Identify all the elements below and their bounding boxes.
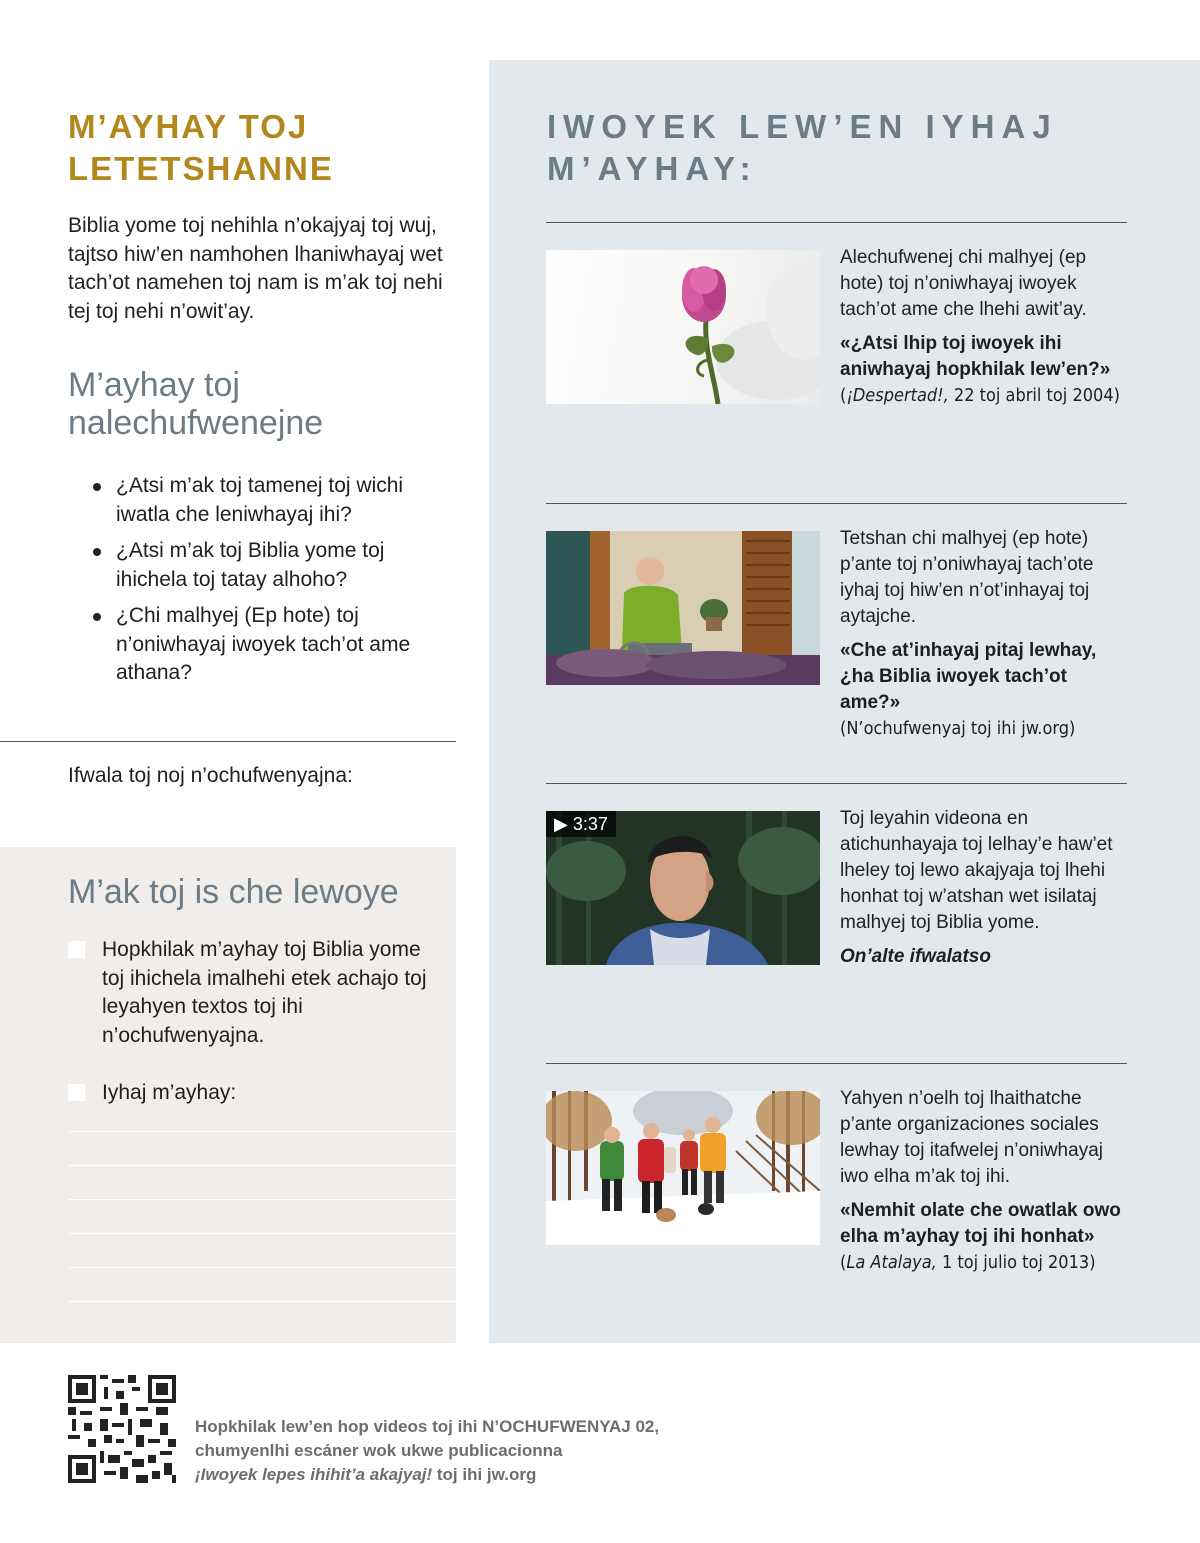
question-item: ¿Chi malhyej (Ep hote) toj n’oniwhayaj iwoyek tach’ot ame athana?: [90, 602, 450, 688]
related-item-text: [840, 245, 1130, 409]
article-title-link[interactable]: «¿Atsi lhip toj iwoyek ihi aniwhayaj hopkhilak lew’en?»: [840, 333, 1111, 380]
video-duration-badge: ▶ 3:37: [546, 811, 616, 837]
article-source: (¡Despertad!, 22 toj abril toj 2004): [840, 385, 1120, 406]
video-man-image[interactable]: [546, 811, 820, 965]
section-heading: M’AYHAY TOJ LETETSHANNE: [68, 108, 334, 187]
related-item-text: [840, 1086, 1130, 1276]
checkbox[interactable]: [68, 941, 85, 958]
checkbox[interactable]: [68, 1084, 85, 1101]
divider: [546, 783, 1127, 784]
qr-code-icon[interactable]: [68, 1375, 176, 1483]
todo-item[interactable]: [68, 1079, 438, 1108]
question-list: [90, 472, 450, 696]
todo-item[interactable]: [68, 936, 438, 1050]
question-item: ¿Atsi m’ak toj tamenej toj wichi iwatla che leniwhayaj ihi?: [90, 472, 450, 529]
divider: [546, 503, 1127, 504]
flower-image[interactable]: [546, 250, 820, 404]
todo-item-label: Hopkhilak m’ayhay toj Biblia yome toj ihichela imalhehi etek achajo toj leyahyen textos toj ihi n’ochufwenyajna.: [102, 938, 427, 1047]
article-source: (La Atalaya, 1 toj julio toj 2013): [840, 1252, 1096, 1273]
divider: [0, 741, 456, 742]
item-description: Toj leyahin videona en atichunhayaja toj lelhay’e haw’et lheley toj lewo akajyaja toj lhehi honhat toj w’atshan wet isilataj malhyej toj Biblia yome.: [840, 808, 1113, 933]
todo-item-label: Iyhaj m’ayhay:: [102, 1081, 237, 1104]
man-wheelchair-image[interactable]: [546, 531, 820, 685]
related-item-text: [840, 526, 1130, 742]
related-heading: IWOYEK LEW’EN IYHAJ M’AYHAY:: [547, 108, 1058, 187]
questions-heading: M’ayhay toj nalechufwenejne: [68, 366, 324, 442]
item-description: Alechufwenej chi malhyej (ep hote) toj n’oniwhayaj iwoyek tach’ot ame che lhehi awit’ay.: [840, 247, 1087, 320]
intro-paragraph: Biblia yome toj nehihla n’okajyaj toj wuj, tajtso hiw’en namhohen lhaniwhayaj wet tach’ot namehen toj nam is m’ak toj nehi tej toj nehi n’owit’ay.: [68, 214, 443, 323]
item-description: Tetshan chi malhyej (ep hote) p’ante toj n’oniwhayaj tach’ote iyhaj toj hiw’en n’ot’inhayaj toj aytajche.: [840, 528, 1094, 627]
item-description: Yahyen n’oelh toj lhaithatche p’ante organizaciones sociales lewhay toj itafwelej n’oniwhayaj iwo elha m’ak toj ihi.: [840, 1088, 1103, 1187]
divider: [546, 222, 1127, 223]
article-title-link[interactable]: «Nemhit olate che owatlak owo elha m’ayhay toj ihi honhat»: [840, 1200, 1121, 1247]
question-item: ¿Atsi m’ak toj Biblia yome toj ihichela toj tatay alhoho?: [90, 537, 450, 594]
video-title-link[interactable]: On’alte ifwalatso: [840, 946, 991, 967]
family-snow-image[interactable]: [546, 1091, 820, 1245]
divider: [546, 1063, 1127, 1064]
related-item-text: [840, 806, 1130, 970]
footer-note: Hopkhilak lew’en hop videos toj ihi N’OCHUFWENYAJ 02, chumyenlhi escáner wok ukwe publicacionna ¡Iwoyek lepes ihihit’a akajyaj! toj ihi jw.org: [195, 1417, 660, 1484]
writing-lines: [68, 1131, 456, 1335]
article-source: (N’ochufwenyaj toj ihi jw.org): [840, 718, 1076, 739]
article-title-link[interactable]: «Che at’inhayaj pitaj lewhay, ¿ha Biblia iwoyek tach’ot ame?»: [840, 640, 1097, 713]
todo-heading: M’ak toj is che lewoye: [68, 873, 399, 911]
next-lesson-label: Ifwala toj noj n’ochufwenyajna:: [68, 764, 353, 787]
